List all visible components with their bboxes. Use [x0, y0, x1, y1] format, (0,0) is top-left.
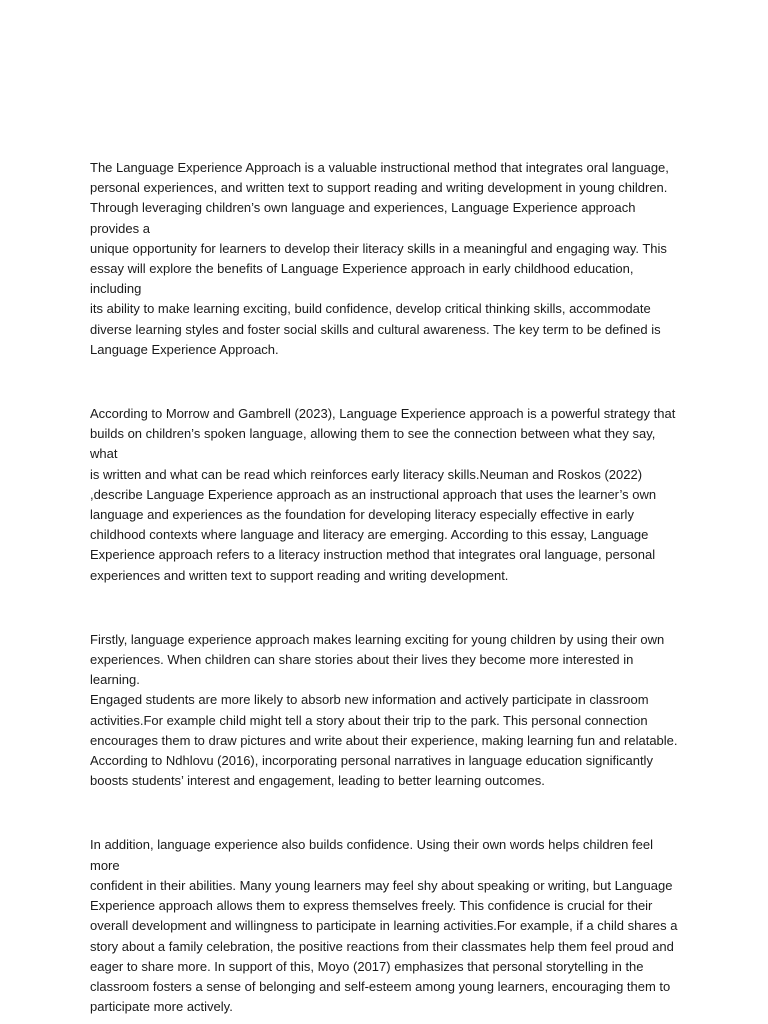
paragraph-definition: According to Morrow and Gambrell (2023), Language Experience approach is a powerful strategy that builds on children’s spoken language, allowing them to see the connection between what they say, what is written and what can be read which reinforces early literacy skills.Neuman and Roskos (2022) ,describe Language Experience approach as an instructional approach that uses the learner’s own language and experiences as the foundation for developing literacy especially effective in early childhood contexts where language and literacy are emerging. According to this essay, Language Experience approach refers to a literacy instruction method that integrates oral language, personal experiences and written text to support reading and writing development. — [90, 406, 676, 583]
paragraph-learning-exciting: Firstly, language experience approach makes learning exciting for young children by using their own experiences. When children can share stories about their lives they become more interested in learning. Engaged students are more likely to absorb new information and actively participate in classroom activities.For example child might tell a story about their trip to the park. This personal connection encourages them to draw pictures and write about their experience, making learning fun and relatable. According to Ndhlovu (2016), incorporating personal narratives in language education significantly boosts students’ interest and engagement, leading to better learning outcomes. — [90, 631, 678, 789]
paragraph-builds-confidence: In addition, language experience also builds confidence. Using their own words helps children feel more confident in their abilities. Many young learners may feel shy about speaking or writing, but Language Experience approach allows them to express themselves freely. This confidence is crucial for their overall development and willingness to participate in learning activities.For example, if a child shares a story about a family celebration, the positive reactions from their classmates help them feel proud and eager to share more. In support of this, Moyo (2017) emphasizes that personal storytelling in the classroom fosters a sense of belonging and self-esteem among young learners, encouraging them to participate more actively. — [90, 837, 678, 1015]
document-body — [90, 158, 686, 1017]
paragraph-introduction: The Language Experience Approach is a valuable instructional method that integrates oral language, personal experiences, and written text to support reading and writing development in young children. Through leveraging children’s own language and experiences, Language Experience approach provides a unique opportunity for learners to develop their literacy skills in a meaningful and engaging way. This essay will explore the benefits of Language Experience approach in early childhood education, including its ability to make learning exciting, build confidence, develop critical thinking skills, accommodate diverse learning styles and foster social skills and cultural awareness. The key term to be defined is Language Experience Approach. — [90, 160, 669, 357]
